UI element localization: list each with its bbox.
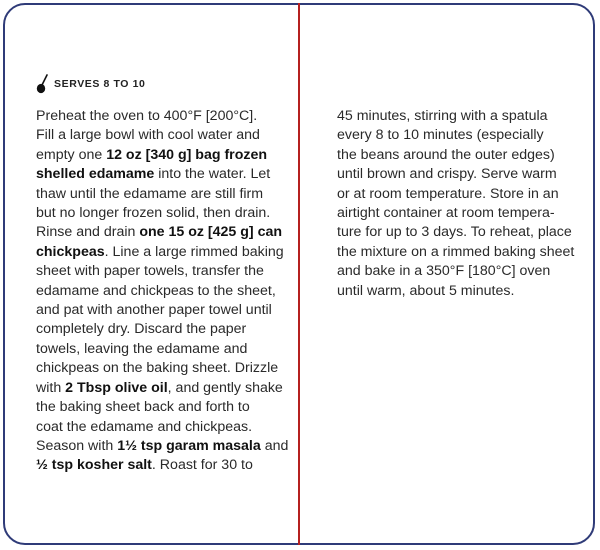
instruction-line [337, 223, 577, 242]
ingredient-emphasis: one 15 oz [425 g] can [139, 224, 283, 241]
instruction-line [36, 418, 286, 437]
instruction-text: ture for up to 3 days. To reheat, place [337, 224, 572, 241]
instruction-text: towels, leaving the edamame and [36, 340, 248, 357]
instruction-line [337, 204, 577, 223]
instruction-line [36, 379, 286, 398]
instruction-text: the mixture on a rimmed baking sheet [337, 243, 575, 260]
ingredient-emphasis: ½ tsp kosher salt [36, 457, 152, 474]
instruction-text: 45 minutes, stirring with a spatula [337, 108, 548, 124]
instruction-text: , and gently shake [167, 379, 283, 396]
instruction-text: edamame and chickpeas to the sheet, [36, 282, 276, 299]
instruction-line [337, 282, 577, 301]
instruction-text: Season with [36, 437, 118, 454]
instruction-text: until brown and crispy. Serve warm [337, 166, 557, 183]
instruction-line [36, 437, 289, 456]
instruction-text: chickpeas on the baking sheet. Drizzle [36, 360, 279, 377]
instruction-line [36, 204, 286, 223]
instruction-text: empty one [36, 146, 107, 163]
serves-header [36, 74, 145, 94]
instruction-text: thaw until the edamame are still firm [36, 185, 264, 202]
instruction-text: airtight container at room tempera- [337, 205, 555, 222]
instruction-text: with [36, 379, 66, 396]
instruction-line [36, 301, 286, 320]
instructions-column-left [36, 107, 289, 476]
ingredient-emphasis: 2 Tbsp olive oil [65, 379, 168, 396]
instruction-line [36, 262, 286, 281]
instruction-text: sheet with paper towels, transfer the [36, 263, 264, 280]
ingredient-emphasis: 12 oz [340 g] bag frozen [106, 146, 268, 163]
spoon-icon [36, 74, 50, 94]
instruction-text: . Line a large rimmed baking [104, 243, 284, 260]
instruction-line [36, 185, 286, 204]
instruction-text: coat the edamame and chickpeas. [36, 418, 253, 435]
ingredient-emphasis: shelled edamame [36, 166, 155, 183]
instruction-text: Fill a large bowl with cool water and [36, 127, 260, 144]
instruction-line [337, 146, 577, 165]
instruction-line [337, 262, 577, 281]
instruction-text: Rinse and drain [36, 224, 140, 241]
instruction-line [36, 126, 286, 145]
instruction-line [337, 107, 577, 126]
instruction-line [337, 126, 577, 145]
ingredient-emphasis: chickpeas [36, 243, 105, 260]
instruction-line [36, 146, 286, 165]
instruction-text: the beans around the outer edges) [337, 146, 555, 163]
instruction-line [36, 282, 286, 301]
instruction-line [36, 320, 286, 339]
instruction-text: and bake in a 350°F [180°C] oven [337, 263, 551, 280]
instruction-text: and [260, 437, 289, 454]
instruction-line [337, 243, 577, 262]
instruction-text: . Roast for 30 to [151, 457, 253, 474]
instruction-line [36, 107, 286, 126]
instruction-line [337, 185, 577, 204]
serves-label: SERVES 8 TO 10 [54, 78, 146, 90]
instruction-line [36, 243, 286, 262]
instruction-line [337, 165, 577, 184]
instruction-text: every 8 to 10 minutes (especially [337, 127, 544, 144]
instruction-text: and pat with another paper towel until [36, 302, 272, 319]
instruction-line [36, 456, 286, 475]
ingredient-emphasis: 1½ tsp garam masala [117, 437, 261, 454]
instruction-text: or at room temperature. Store in an [337, 185, 559, 202]
instruction-line [36, 398, 286, 417]
instruction-line [36, 223, 286, 242]
instruction-text: until warm, about 5 minutes. [337, 282, 515, 299]
instruction-text: the baking sheet back and forth to [36, 399, 250, 416]
instruction-line [36, 340, 286, 359]
instruction-text: but no longer frozen solid, then drain. [36, 205, 271, 222]
instruction-text: completely dry. Discard the paper [36, 321, 247, 338]
instruction-line [36, 359, 286, 378]
instructions-column-right [337, 107, 577, 301]
instruction-line [36, 165, 286, 184]
instruction-text: Preheat the oven to 400°F [200°C]. [36, 108, 258, 124]
instruction-text: into the water. Let [154, 166, 271, 183]
page-divider [298, 3, 300, 545]
